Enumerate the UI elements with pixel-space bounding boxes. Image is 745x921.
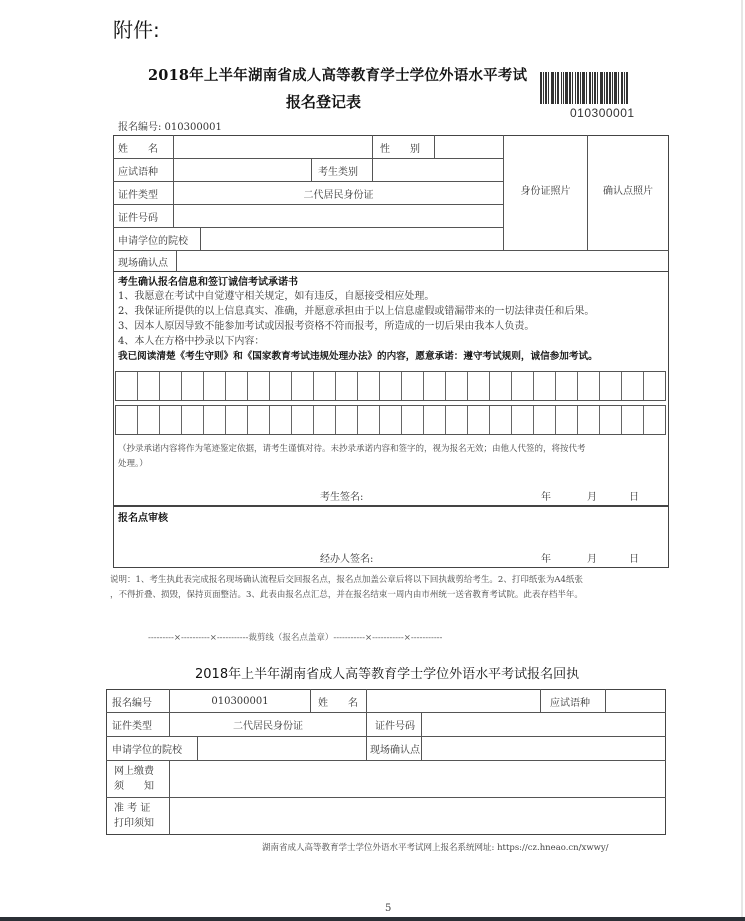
barcode-number: 010300001 xyxy=(570,106,635,120)
grid-cell[interactable] xyxy=(490,406,512,434)
review-day: 日 xyxy=(629,554,639,565)
grid-cell[interactable] xyxy=(160,372,182,400)
grid-cell[interactable] xyxy=(490,372,512,400)
grid-cell[interactable] xyxy=(424,406,446,434)
pledge-item: 1、我愿意在考试中自觉遵守相关规定，如有违反，自愿接受相应处理。 xyxy=(118,291,435,302)
receipt-id-type-value: 二代居民身份证 xyxy=(233,721,303,732)
grid-cell[interactable] xyxy=(270,372,292,400)
confirm-photo-box: 确认点照片 xyxy=(603,186,653,197)
grid-cell[interactable] xyxy=(226,372,248,400)
grid-cell[interactable] xyxy=(358,406,380,434)
grid-cell[interactable] xyxy=(402,372,424,400)
receipt-confirm-site-field[interactable] xyxy=(422,737,665,760)
sign-year: 年 xyxy=(541,492,551,503)
receipt-degree-college-label: 申请学位的院校 xyxy=(112,745,182,756)
candidate-type-field[interactable] xyxy=(373,159,502,181)
grid-cell[interactable] xyxy=(116,372,138,400)
grid-cell[interactable] xyxy=(226,406,248,434)
pledge-note-cont: 处理。） xyxy=(118,459,148,469)
name-field[interactable] xyxy=(174,136,371,158)
grid-cell[interactable] xyxy=(182,406,204,434)
grid-cell[interactable] xyxy=(424,372,446,400)
grid-cell[interactable] xyxy=(336,372,358,400)
grid-cell[interactable] xyxy=(468,406,490,434)
grid-cell[interactable] xyxy=(138,406,160,434)
payment-notice-content xyxy=(170,761,665,797)
barcode-bar xyxy=(626,72,628,104)
receipt-id-type-label: 证件类型 xyxy=(112,721,152,732)
gender-label: 性 别 xyxy=(380,143,420,155)
gender-field[interactable] xyxy=(435,136,502,158)
pledge-note: （抄录承诺内容将作为笔迹鉴定依据，请考生谨慎对待。未抄录承诺内容和签字的，视为报名无效；由他人代签的，将按代考 xyxy=(118,444,586,454)
cut-line: ---------×----------×-----------裁剪线（报名点盖章）-----------×-----------×----------- xyxy=(148,633,443,643)
pledge-commitment: 我已阅读清楚《考生守则》和《国家教育考试违规处理办法》的内容，愿意承诺：遵守考试规则，诚信参加考试。 xyxy=(118,351,598,362)
grid-cell[interactable] xyxy=(270,406,292,434)
grid-cell[interactable] xyxy=(512,406,534,434)
grid-cell[interactable] xyxy=(182,372,204,400)
website-note: 湖南省成人高等教育学士学位外语水平考试网上报名系统网址: https://cz.hneao.cn/xwwy/ xyxy=(262,843,609,853)
grid-cell[interactable] xyxy=(534,372,556,400)
instructions-line2: ，不得折叠、损毁，保持页面整洁。3、此表由报名点汇总，并在报名结束一周内由市州统一送省教育考试院。此表存档半年。 xyxy=(110,590,583,600)
receipt-id-number-label: 证件号码 xyxy=(375,721,415,732)
grid-cell[interactable] xyxy=(512,372,534,400)
grid-cell[interactable] xyxy=(380,372,402,400)
handler-signature-label: 经办人签名: xyxy=(320,554,374,565)
receipt-degree-college-field[interactable] xyxy=(198,737,366,760)
pledge-item: 3、因本人原因导致不能参加考试或因报考资格不符而报考，所造成的一切后果由我本人负责。 xyxy=(118,321,535,332)
grid-cell[interactable] xyxy=(468,372,490,400)
id-type-label: 证件类型 xyxy=(118,189,158,201)
receipt-name-field[interactable] xyxy=(367,690,539,712)
id-number-label: 证件号码 xyxy=(118,212,158,224)
pledge-item: 2、我保证所提供的以上信息真实、准确，并愿意承担由于以上信息虚假或错漏带来的一切法律责任和后果。 xyxy=(118,306,595,317)
review-month: 月 xyxy=(587,554,597,565)
grid-cell[interactable] xyxy=(292,406,314,434)
grid-cell[interactable] xyxy=(204,372,226,400)
receipt-exam-language-field[interactable] xyxy=(606,690,665,712)
grid-cell[interactable] xyxy=(446,372,468,400)
grid-cell[interactable] xyxy=(622,406,644,434)
sign-day: 日 xyxy=(629,492,639,503)
admission-ticket-label: 准 考 证 打印须知 xyxy=(114,803,154,829)
grid-cell[interactable] xyxy=(644,372,665,400)
id-type-value: 二代居民身份证 xyxy=(303,189,374,201)
candidate-signature-field[interactable] xyxy=(380,487,530,505)
degree-college-field[interactable] xyxy=(201,228,502,250)
id-photo-box: 身份证照片 xyxy=(520,186,571,197)
grid-cell[interactable] xyxy=(534,406,556,434)
grid-cell[interactable] xyxy=(314,372,336,400)
grid-cell[interactable] xyxy=(578,406,600,434)
candidate-type-label: 考生类别 xyxy=(318,166,358,178)
receipt-confirm-site-label: 现场确认点 xyxy=(370,745,420,756)
confirm-site-label: 现场确认点 xyxy=(118,258,168,269)
id-number-field[interactable] xyxy=(174,205,502,227)
form-subtitle: 报名登记表 xyxy=(286,93,362,111)
barcode xyxy=(540,72,668,104)
receipt-reg-no-label: 报名编号 xyxy=(112,697,152,709)
receipt-reg-no-value: 010300001 xyxy=(211,695,269,707)
review-heading: 报名点审核 xyxy=(118,513,168,524)
pledge-item: 4、本人在方格中抄录以下内容： xyxy=(118,336,265,347)
handler-signature-field[interactable] xyxy=(385,549,530,567)
grid-cell[interactable] xyxy=(314,406,336,434)
form-title: 2018年上半年湖南省成人高等教育学士学位外语水平考试 xyxy=(148,67,528,84)
receipt-name-label: 姓 名 xyxy=(318,697,358,709)
registration-number: 报名编号: 010300001 xyxy=(118,122,222,133)
bottom-edge xyxy=(0,917,745,921)
grid-cell[interactable] xyxy=(116,406,138,434)
grid-cell[interactable] xyxy=(446,406,468,434)
copy-grid-row-1[interactable] xyxy=(115,371,666,401)
review-year: 年 xyxy=(541,554,551,565)
page-number: 5 xyxy=(385,903,392,914)
attachment-label: 附件: xyxy=(113,18,160,42)
exam-language-field[interactable] xyxy=(174,159,310,181)
grid-cell[interactable] xyxy=(380,406,402,434)
grid-cell[interactable] xyxy=(578,372,600,400)
receipt-exam-language-label: 应试语种 xyxy=(550,697,590,709)
grid-cell[interactable] xyxy=(292,372,314,400)
pledge-heading: 考生确认报名信息和签订诚信考试承诺书 xyxy=(118,277,298,288)
instructions-line1: 说明：1、考生执此表完成报名现场确认流程后交回报名点，报名点加盖公章后将以下回执裁剪给考生。2、打印纸张为A4纸张 xyxy=(110,575,583,585)
exam-language-label: 应试语种 xyxy=(118,166,158,178)
grid-cell[interactable] xyxy=(248,406,270,434)
copy-grid-row-2[interactable] xyxy=(115,405,666,435)
payment-notice-label: 网上缴费 须 知 xyxy=(114,766,154,792)
grid-cell[interactable] xyxy=(622,372,644,400)
receipt-title: 2018年上半年湖南省成人高等教育学士学位外语水平考试报名回执 xyxy=(195,667,580,682)
grid-cell[interactable] xyxy=(556,372,578,400)
grid-cell[interactable] xyxy=(160,406,182,434)
grid-cell[interactable] xyxy=(600,372,622,400)
degree-college-label: 申请学位的院校 xyxy=(118,235,188,247)
grid-cell[interactable] xyxy=(248,372,270,400)
name-label: 姓 名 xyxy=(118,143,158,155)
page-edge xyxy=(741,0,743,917)
admission-ticket-content xyxy=(170,798,665,834)
grid-cell[interactable] xyxy=(358,372,380,400)
grid-cell[interactable] xyxy=(644,406,665,434)
sign-month: 月 xyxy=(587,492,597,503)
receipt-id-number-field[interactable] xyxy=(422,713,665,736)
grid-cell[interactable] xyxy=(556,406,578,434)
grid-cell[interactable] xyxy=(138,372,160,400)
grid-cell[interactable] xyxy=(402,406,424,434)
grid-cell[interactable] xyxy=(204,406,226,434)
grid-cell[interactable] xyxy=(600,406,622,434)
candidate-signature-label: 考生签名: xyxy=(320,492,364,503)
confirm-site-field[interactable] xyxy=(177,251,667,272)
grid-cell[interactable] xyxy=(336,406,358,434)
